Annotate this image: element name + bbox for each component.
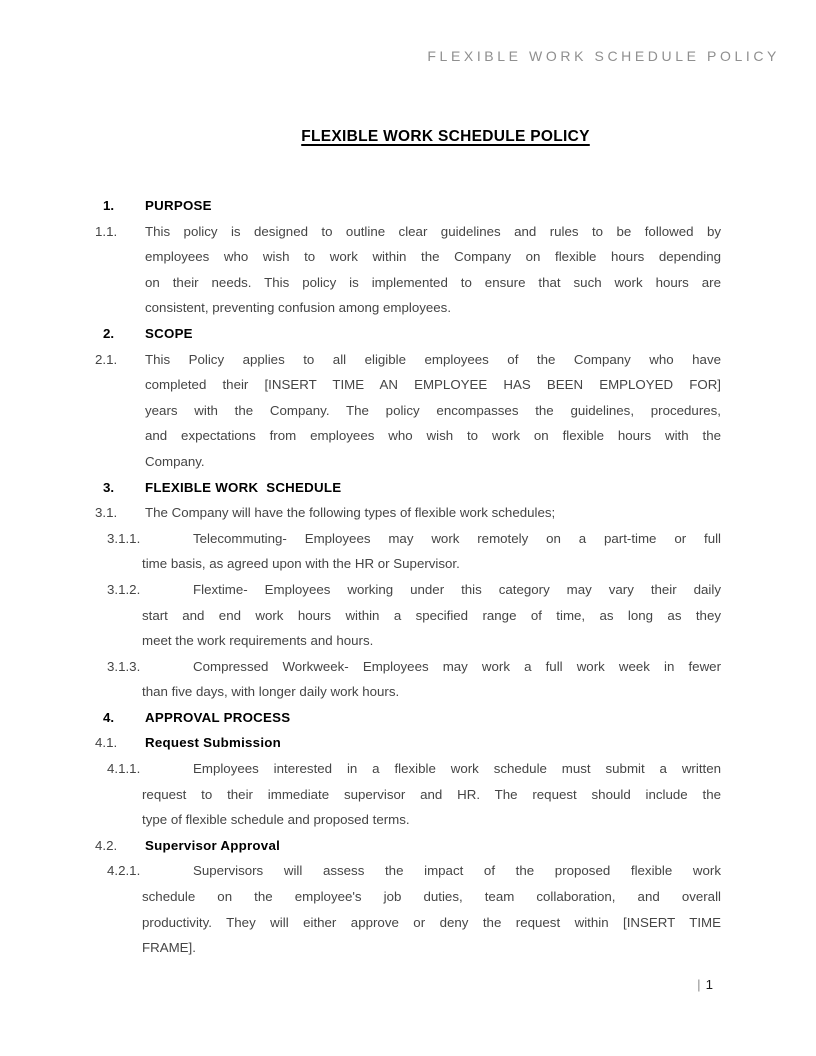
footer-separator: | bbox=[697, 977, 701, 992]
paragraph-line: than five days, with longer daily work hours. bbox=[142, 684, 400, 700]
heading-text: PURPOSE bbox=[145, 198, 212, 213]
paragraph-line: Supervisors will assess the impact of the proposed flexible work bbox=[193, 863, 721, 879]
document-body bbox=[0, 193, 816, 961]
heading-4 bbox=[0, 705, 816, 731]
item-number: 3.1.2. bbox=[107, 581, 141, 597]
running-header-title: FLEXIBLE WORK SCHEDULE POLICY bbox=[427, 48, 780, 64]
paragraph-3-1-1 bbox=[0, 526, 816, 577]
paragraph-3-1-3 bbox=[0, 654, 816, 705]
paragraph-line: FRAME]. bbox=[142, 940, 196, 956]
subheading-4-2 bbox=[0, 833, 816, 859]
paragraph-line: and expectations from employees who wish to work on flexible hours with the bbox=[145, 428, 721, 444]
paragraph-text bbox=[142, 756, 721, 833]
paragraph-line: Telecommuting- Employees may work remotely on a part-time or full bbox=[193, 530, 721, 546]
heading-text: FLEXIBLE WORK SCHEDULE bbox=[145, 479, 342, 495]
item-number: 4.1.1. bbox=[107, 761, 141, 777]
paragraph-line: time basis, as agreed upon with the HR or Supervisor. bbox=[142, 556, 460, 572]
paragraph-text bbox=[142, 858, 721, 960]
paragraph-line: Compressed Workweek- Employees may work a full work week in fewer bbox=[193, 658, 721, 674]
item-number: 3.1.1. bbox=[107, 530, 141, 546]
paragraph-line: request to their immediate supervisor and HR. The request should include the bbox=[142, 786, 721, 802]
heading-1 bbox=[0, 193, 816, 219]
page-footer bbox=[697, 972, 713, 998]
paragraph-text bbox=[145, 219, 721, 321]
paragraph-line: consistent, preventing confusion among employees. bbox=[145, 300, 452, 316]
heading-text: Request Submission bbox=[145, 735, 282, 751]
paragraph-2-1 bbox=[0, 347, 816, 475]
heading-3 bbox=[0, 475, 816, 501]
item-number: 1. bbox=[103, 198, 115, 213]
item-number: 4.2.1. bbox=[107, 863, 141, 879]
paragraph-line: This policy is designed to outline clear guidelines and rules to be followed by bbox=[145, 223, 721, 239]
paragraph-line: The Company will have the following types of flexible work schedules; bbox=[145, 505, 556, 521]
paragraph-text bbox=[145, 500, 721, 526]
heading-text: APPROVAL PROCESS bbox=[145, 709, 291, 725]
paragraph-text bbox=[142, 577, 721, 654]
paragraph-4-2-1 bbox=[0, 858, 816, 960]
item-number: 1.1. bbox=[95, 223, 118, 239]
paragraph-line: This Policy applies to all eligible employees of the Company who have bbox=[145, 351, 721, 367]
paragraph-4-1-1 bbox=[0, 756, 816, 833]
paragraph-line: productivity. They will either approve or deny the request within [INSERT TIME bbox=[142, 914, 721, 930]
paragraph-line: type of flexible schedule and proposed terms. bbox=[142, 812, 410, 828]
item-number: 3.1.3. bbox=[107, 658, 141, 674]
paragraph-line: years with the Company. The policy encompasses the guidelines, procedures, bbox=[145, 402, 721, 418]
paragraph-3-1-2 bbox=[0, 577, 816, 654]
paragraph-line: Flextime- Employees working under this category may vary their daily bbox=[193, 581, 721, 597]
paragraph-3-1 bbox=[0, 500, 816, 526]
subheading-4-1 bbox=[0, 730, 816, 756]
paragraph-1-1 bbox=[0, 219, 816, 321]
item-number: 2. bbox=[103, 325, 115, 341]
paragraph-text bbox=[142, 654, 721, 705]
paragraph-line: on their needs. This policy is implemented to ensure that such work hours are bbox=[145, 274, 721, 290]
paragraph-line: meet the work requirements and hours. bbox=[142, 633, 374, 649]
heading-text: Supervisor Approval bbox=[145, 837, 281, 853]
paragraph-text bbox=[142, 526, 721, 577]
paragraph-line: schedule on the employee's job duties, team collaboration, and overall bbox=[142, 889, 721, 905]
heading-text: SCOPE bbox=[145, 325, 193, 341]
paragraph-line: Company. bbox=[145, 453, 205, 469]
paragraph-text bbox=[145, 347, 721, 475]
item-number: 3.1. bbox=[95, 505, 118, 521]
item-number: 4.1. bbox=[95, 735, 118, 751]
page-number: 1 bbox=[705, 977, 713, 992]
item-number: 3. bbox=[103, 479, 115, 495]
item-number: 2.1. bbox=[95, 351, 118, 367]
paragraph-line: Employees interested in a flexible work schedule must submit a written bbox=[193, 761, 721, 777]
paragraph-line: employees who wish to work within the Company on flexible hours depending bbox=[145, 249, 721, 265]
item-number: 4.2. bbox=[95, 837, 118, 853]
document-title: FLEXIBLE WORK SCHEDULE POLICY bbox=[301, 128, 590, 145]
heading-2 bbox=[0, 321, 816, 347]
item-number: 4. bbox=[103, 709, 115, 725]
paragraph-line: start and end work hours within a specified range of time, as long as they bbox=[142, 607, 721, 623]
paragraph-line: completed their [INSERT TIME AN EMPLOYEE HAS BEEN EMPLOYED FOR] bbox=[145, 377, 721, 393]
